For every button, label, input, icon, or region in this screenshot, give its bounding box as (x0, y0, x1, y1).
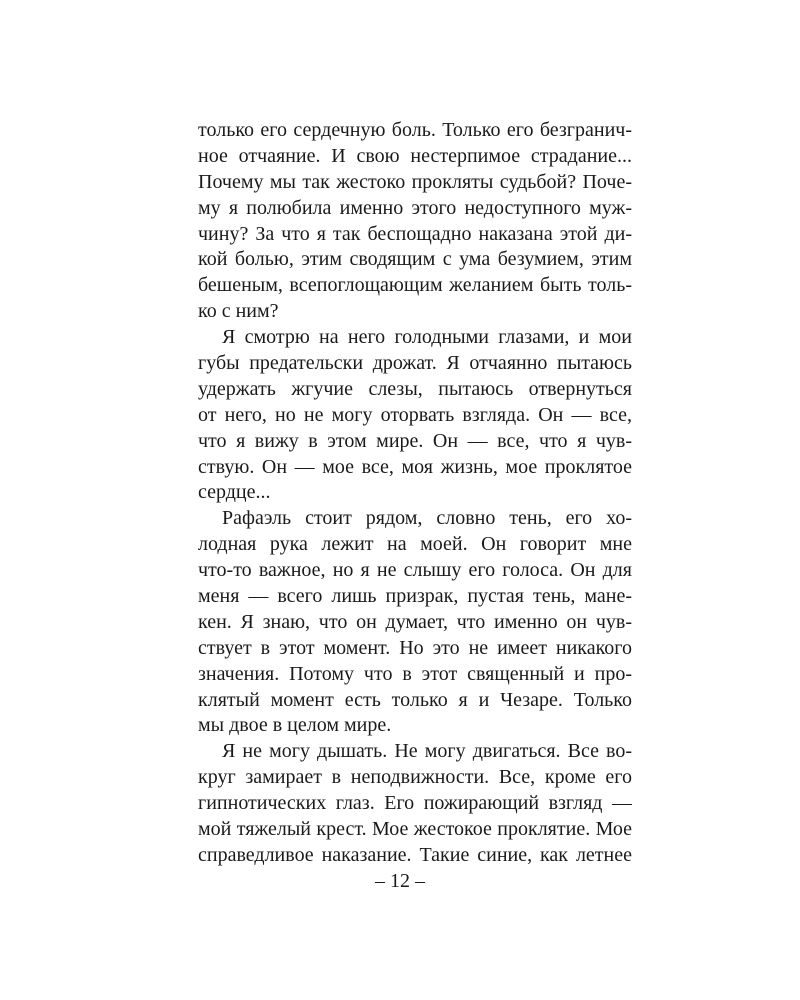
text-line: только его сердечную боль. Только его безгранич- (198, 119, 632, 141)
text-line: Почему мы так жестоко прокляты судьбой? Поче- (198, 170, 632, 193)
text-line: кен. Я знаю, что он думает, что именно он чув- (198, 610, 632, 633)
text-line: Я не могу дышать. Не могу двигаться. Все во- (222, 740, 632, 763)
text-line: ствует в этот момент. Но это не имеет никакого (198, 636, 632, 659)
text-line: справедливое наказание. Такие синие, как летнее (198, 843, 632, 866)
text-line: что я вижу в этом мире. Он — все, что я чув- (198, 429, 632, 452)
text-line: лодная рука лежит на моей. Он говорит мне (198, 533, 632, 556)
text-line: что-то важное, но я не слышу его голоса. Он для (198, 559, 632, 582)
text-line: бешеным, всепоглощающим желанием быть толь- (198, 274, 632, 297)
text-line: значения. Потому что в этот священный и про- (198, 662, 632, 685)
text-line: губы предательски дрожат. Я отчаянно пытаюсь (198, 352, 632, 375)
page-number: – 12 – (375, 870, 425, 892)
text-line: кой болью, этим сводящим с ума безумием, этим (198, 248, 632, 271)
text-line: сердце... (198, 481, 271, 504)
text-line: мой тяжелый крест. Мое жестокое проклятие. Мое (198, 818, 632, 841)
text-line: чину? За что я так беспощадно наказана этой ди- (198, 222, 632, 245)
text-line: мы двое в целом мире. (198, 714, 392, 737)
text-line: Я смотрю на него голодными глазами, и мои (222, 326, 632, 349)
text-line: ко с ним? (198, 300, 279, 323)
text-line: ствую. Он — мое все, моя жизнь, мое проклятое (198, 455, 632, 478)
text-line: му я полюбила именно этого недоступного муж- (198, 196, 632, 219)
text-line: гипнотических глаз. Его пожирающий взгляд — (198, 792, 632, 815)
text-line: меня — всего лишь призрак, пустая тень, мане- (198, 585, 632, 608)
text-line: Рафаэль стоит рядом, словно тень, его хо- (222, 507, 632, 530)
text-line: от него, но не могу оторвать взгляда. Он — все, (198, 403, 632, 426)
text-line: круг замирает в неподвижности. Все, кроме его (198, 766, 632, 789)
text-line: удержать жгучие слезы, пытаюсь отвернуться (198, 377, 632, 400)
text-line: клятый момент есть только я и Чезаре. Только (198, 688, 632, 711)
body-text (198, 118, 632, 869)
text-line: ное отчаяние. И свою нестерпимое страдание... (198, 144, 632, 167)
